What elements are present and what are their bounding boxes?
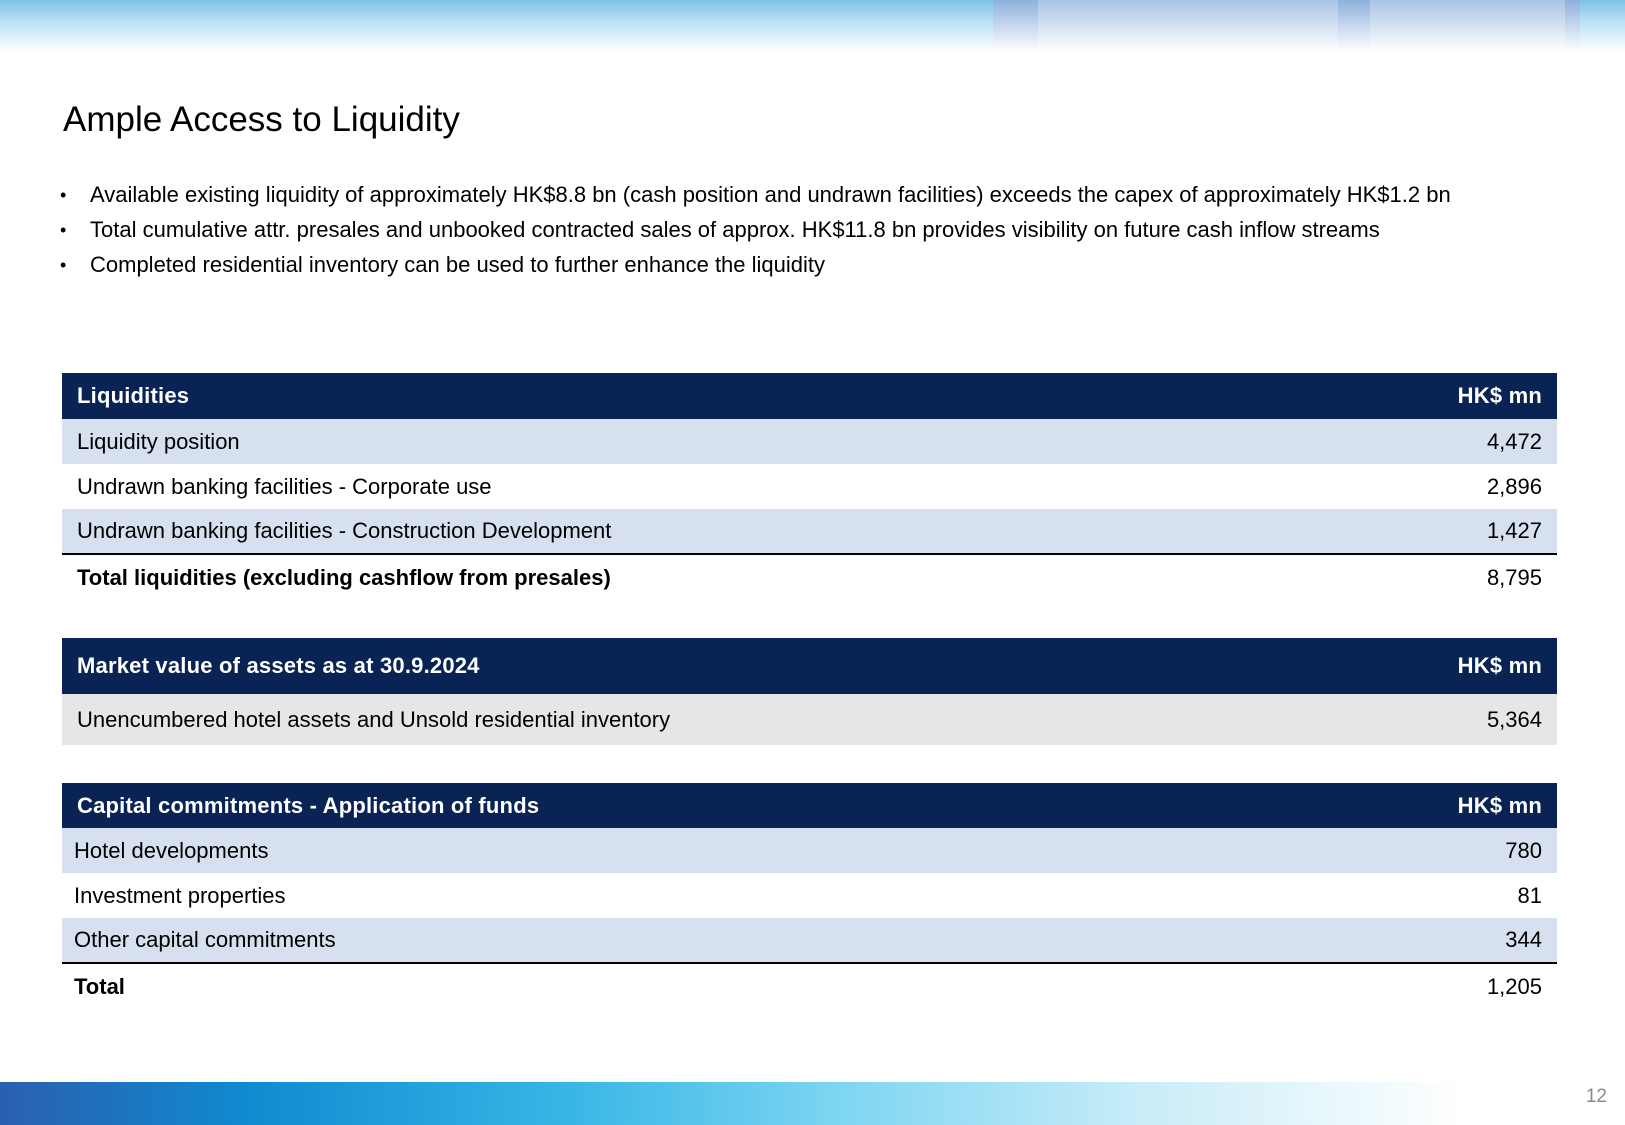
top-band-panel xyxy=(1338,0,1370,52)
liquidities-unit: HK$ mn xyxy=(1305,373,1557,419)
liquidities-header: Liquidities xyxy=(62,373,1305,419)
top-band-panel xyxy=(1565,0,1580,52)
table-row xyxy=(62,509,1557,554)
table-header-row xyxy=(62,783,1557,828)
bullet-dot-icon: • xyxy=(60,185,67,205)
bullet-item xyxy=(60,215,1530,245)
row-value: 5,364 xyxy=(1325,694,1557,745)
row-label: Other capital commitments xyxy=(62,918,1275,963)
capital-commitments-table xyxy=(62,783,1557,1009)
bullet-item xyxy=(60,250,1530,280)
top-decorative-band xyxy=(0,0,1625,52)
liquidities-table xyxy=(62,373,1557,600)
row-value: 81 xyxy=(1275,873,1557,918)
total-value: 8,795 xyxy=(1305,554,1557,600)
bullet-text: Total cumulative attr. presales and unbooked contracted sales of approx. HK$11.8 bn provides visibility on future cash inflow streams xyxy=(90,217,1380,242)
row-label: Unencumbered hotel assets and Unsold residential inventory xyxy=(62,694,1325,745)
page-number: 12 xyxy=(1585,1086,1607,1107)
bullet-text: Completed residential inventory can be used to further enhance the liquidity xyxy=(90,252,826,277)
row-value: 780 xyxy=(1275,828,1557,873)
bullet-dot-icon: • xyxy=(60,220,67,240)
row-label: Investment properties xyxy=(62,873,1275,918)
bullet-item xyxy=(60,180,1530,210)
row-value: 1,427 xyxy=(1305,509,1557,554)
top-band-panel xyxy=(1038,0,1338,52)
bullet-text: Available existing liquidity of approximately HK$8.8 bn (cash position and undrawn facilities) exceeds the capex of approximately HK$1.2 bn xyxy=(90,182,1451,207)
bottom-decorative-band xyxy=(0,1082,1625,1125)
table-header-row xyxy=(62,638,1557,694)
table-row xyxy=(62,694,1557,745)
row-value: 344 xyxy=(1275,918,1557,963)
table-row xyxy=(62,828,1557,873)
top-band-panel xyxy=(993,0,1038,52)
table-row xyxy=(62,419,1557,464)
market-value-header: Market value of assets as at 30.9.2024 xyxy=(62,638,1325,694)
capital-commitments-header: Capital commitments - Application of funds xyxy=(62,783,1275,828)
table-header-row xyxy=(62,373,1557,419)
table-row xyxy=(62,464,1557,509)
row-value: 2,896 xyxy=(1305,464,1557,509)
total-label: Total liquidities (excluding cashflow from presales) xyxy=(62,554,1305,600)
row-value: 4,472 xyxy=(1305,419,1557,464)
total-row xyxy=(62,554,1557,600)
row-label: Liquidity position xyxy=(62,419,1305,464)
market-value-unit: HK$ mn xyxy=(1325,638,1557,694)
total-row xyxy=(62,963,1557,1009)
page-title: Ample Access to Liquidity xyxy=(63,100,460,139)
total-label: Total xyxy=(62,963,1275,1009)
top-band-panel xyxy=(1370,0,1565,52)
bullet-dot-icon: • xyxy=(60,255,67,275)
row-label: Undrawn banking facilities - Construction Development xyxy=(62,509,1305,554)
market-value-table xyxy=(62,638,1557,745)
row-label: Undrawn banking facilities - Corporate use xyxy=(62,464,1305,509)
bullet-list xyxy=(60,180,1530,285)
table-row xyxy=(62,918,1557,963)
row-label: Hotel developments xyxy=(62,828,1275,873)
table-row xyxy=(62,873,1557,918)
total-value: 1,205 xyxy=(1275,963,1557,1009)
capital-commitments-unit: HK$ mn xyxy=(1275,783,1557,828)
